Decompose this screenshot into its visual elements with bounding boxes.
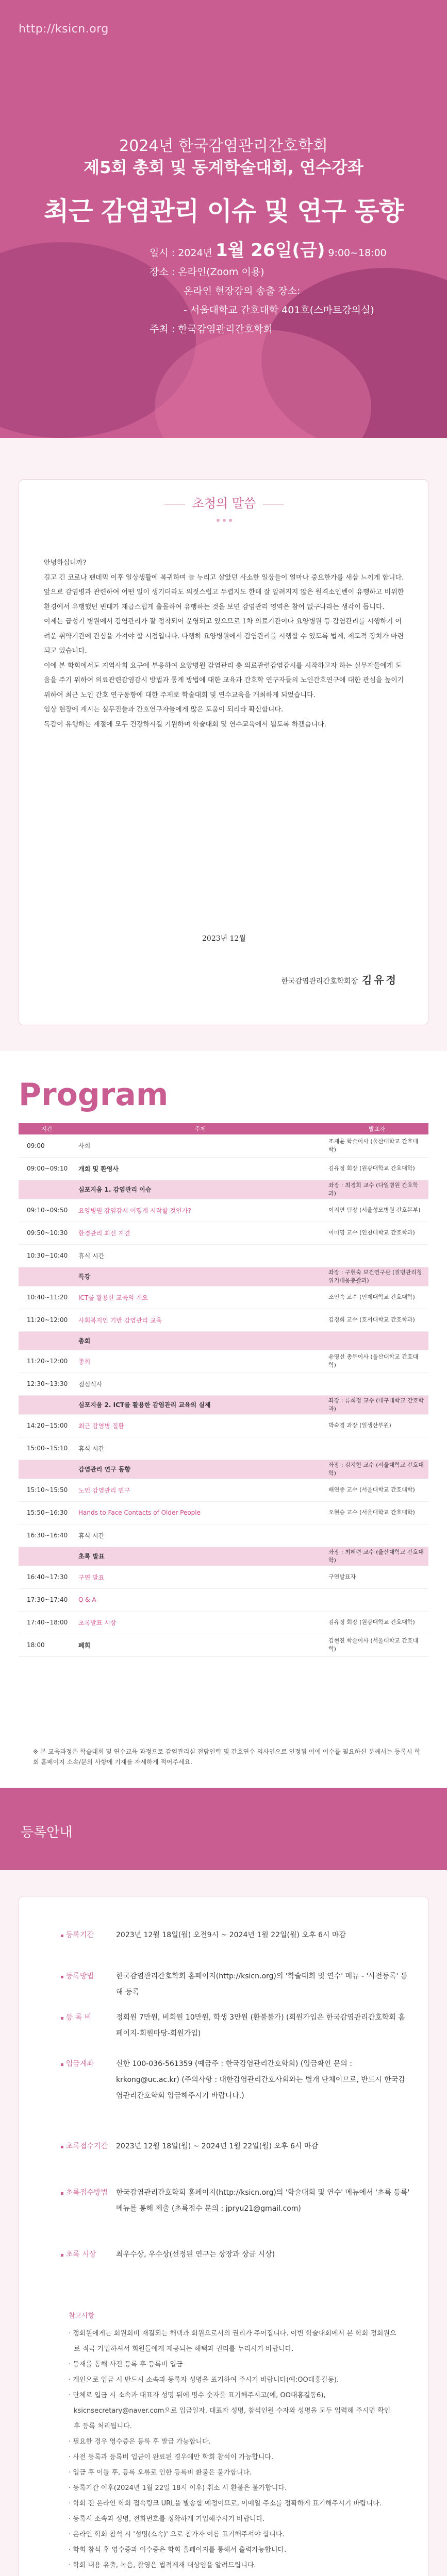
program-topic-cell: 사회복지인 기반 감염관리 교육 bbox=[75, 1309, 325, 1331]
event-place-room: - 서울대학교 간호대학 401호(스마트강의실) bbox=[184, 304, 374, 316]
program-time-cell: 11:20~12:00 bbox=[19, 1350, 75, 1372]
note-item: · 필요한 경우 영수증은 등록 후 발급 가능합니다. bbox=[69, 2434, 399, 2450]
program-topic-cell: 노인 감염관리 연구 bbox=[75, 1479, 325, 1501]
program-row bbox=[19, 1437, 428, 1460]
note-item: · 온라인 학회 참석 시 '성명(소속)' 으로 참가자 이름 표기해주셔야 합니다. bbox=[69, 2527, 399, 2543]
program-time-cell: 11:20~12:00 bbox=[19, 1309, 75, 1331]
program-time-cell: 16:30~16:40 bbox=[19, 1524, 75, 1547]
reg-value: 신한 100-036-561359 (예금주 : 한국감염관리간호학회) (입금확인 문의 : krkong@uc.ac.kr) (주의사항 : 대한감염관리간호사회와는 별개 단체이므로, 반드시 한국감염관리간호학회 입금해주시기 바랍니다.) bbox=[116, 2060, 405, 2100]
program-speaker-cell: 구연발표자 bbox=[325, 1566, 428, 1588]
program-topic-cell: 최근 감염병 질환 bbox=[75, 1414, 325, 1437]
program-row bbox=[19, 1199, 428, 1222]
program-topic-cell: 개회 및 환영사 bbox=[75, 1157, 325, 1180]
note-item: · 사전 등록과 등록비 입금이 완료된 경우에만 학회 참석이 가능합니다. bbox=[69, 2450, 399, 2465]
event-info bbox=[150, 241, 418, 339]
note-item: · 개인으로 입금 시 반드시 소속과 등록자 성명을 표기하여 주시기 바랍니다(예:OO대홍길동). bbox=[69, 2372, 399, 2388]
program-time-cell: 09:00~09:10 bbox=[19, 1157, 75, 1180]
greeting-paragraph: 독감이 유행하는 계절에 모두 건강하시길 기원하며 학술대회 및 연수교육에서 뵙도록 하겠습니다. bbox=[44, 720, 326, 728]
program-speaker-cell: 좌장 : 최혜련 교수 (울산대학교 간호대학) bbox=[325, 1547, 428, 1566]
program-time-cell: 16:40~17:30 bbox=[19, 1566, 75, 1588]
date-big: 1월 26일(금) bbox=[215, 240, 325, 261]
program-section-row bbox=[19, 1460, 428, 1479]
program-speaker-cell bbox=[325, 1372, 428, 1395]
program-time-cell: 18:00 bbox=[19, 1634, 75, 1656]
event-place-onsite: 온라인 현장강의 송출 장소: bbox=[184, 285, 301, 297]
note-item: · 정회원에게는 회원회비 재결되는 해택과 회원으로서의 권리가 주어집니다. 이번 학술대회에서 본 학회 정회원으로 적극 가입하셔서 회원들에게 제공되는 해택과 권리를 누리시기 바랍니다. bbox=[69, 2326, 399, 2357]
program-speaker-cell: 유영선 총무이사 (울산대학교 간호대학) bbox=[325, 1350, 428, 1372]
event-date bbox=[150, 241, 418, 263]
program-row bbox=[19, 1350, 428, 1372]
note-item: · 등록시 소속과 성명, 전화번호를 정확하게 기입해주시기 바랍니다. bbox=[69, 2512, 399, 2527]
program-header-row bbox=[19, 1123, 428, 1134]
program-speaker-cell: 김유정 회장 (원광대학교 간호대학) bbox=[325, 1157, 428, 1180]
program-time-cell: 17:30~17:40 bbox=[19, 1588, 75, 1611]
program-time-cell bbox=[19, 1395, 75, 1414]
notes-list bbox=[69, 2326, 399, 2576]
program-title: Program bbox=[19, 1077, 169, 1113]
greeting-paragraph: 이에 본 학회에서도 지역사회 요구에 부응하여 요양병원 감염관리 충 의료관련감염감시를 시작하고자 하는 실무자들에게 도움을 주기 위하여 의료관련감염감시 방법과 통계 방법에 대한 교육과 간호학 연구자들의 노인간호연구에 대한 관심을 높이기 위하여 최근 노인 간호 연구동향에 대한 주제로 학술대회 및 연수교육을 개최하게 되었습니다. bbox=[44, 662, 404, 699]
header-time: 시간 bbox=[19, 1123, 75, 1134]
note-item: · 학회 전 온라인 학회 접속링크 URL을 발송할 예정이므로, 이메일 주소를 정확하게 표기해주시기 바랍니다. bbox=[69, 2496, 399, 2512]
greeting-paragraph: 이제는 급성기 병원에서 감염관리가 잘 정착되어 운영되고 있으므로 1차 의료기관이나 요양병원 등 감염관리를 시행하기 어려운 취약기관에 관심을 가져야 할 시점입니다. 다행히 요양병원에서 감염관리를 시행할 수 있도록 법제, 제도적 장치가 마련되고 있습니다. bbox=[44, 618, 404, 655]
greeting-paragraph: 앞으로 감염병과 관련하여 어떤 일이 생기더라도 의젓스럽고 두렵지도 한데 잘 알려지지 않은 원격소인벤이 유행하고 비위한 환경에서 유행했던 빈대가 재급스럽게 출몰하여 유행하는 것을 보면 감염관리 영역은 참어 없구나라는 생각이 듭니다. bbox=[44, 588, 404, 611]
program-time-cell: 10:30~10:40 bbox=[19, 1244, 75, 1267]
program-topic-cell: 특강 bbox=[75, 1267, 325, 1286]
notes-title: 참고사항 bbox=[69, 2312, 95, 2320]
program-row bbox=[19, 1134, 428, 1157]
program-speaker-cell: 김유정 회장 (원광대학교 간호대학) bbox=[325, 1611, 428, 1634]
reg-period bbox=[60, 1927, 411, 1943]
program-row bbox=[19, 1524, 428, 1547]
program-row bbox=[19, 1372, 428, 1395]
registration-card bbox=[19, 1896, 428, 2576]
greeting-date: 2023년 12월 bbox=[202, 935, 246, 943]
program-speaker-cell: 조재윤 학술이사 (울산대학교 간호대학) bbox=[325, 1134, 428, 1157]
dot-icon bbox=[223, 519, 226, 522]
registration-title: 등록안내 bbox=[21, 1825, 73, 1840]
program-speaker-cell: 이지연 팀장 (서울성모병원 간호본부) bbox=[325, 1199, 428, 1222]
program-speaker-cell: 배연종 교수 (서울대학교 간호대학) bbox=[325, 1479, 428, 1501]
program-time-cell bbox=[19, 1547, 75, 1566]
program-time-cell: 09:10~09:50 bbox=[19, 1199, 75, 1222]
header-speaker: 발표자 bbox=[325, 1123, 428, 1134]
program-speaker-cell: 오현승 교수 (서울대학교 간호대학) bbox=[325, 1501, 428, 1524]
program-topic-cell: 총회 bbox=[75, 1331, 325, 1350]
program-speaker-cell: 좌장 : 구현숙 보건연구관 (질병관리청 위기대응총괄과) bbox=[325, 1267, 428, 1286]
program-time-cell bbox=[19, 1460, 75, 1479]
program-topic-cell: 심포지움 1. 감염관리 이슈 bbox=[75, 1180, 325, 1199]
note-item bbox=[69, 2573, 399, 2576]
note-item: · 입금 후 이틀 후, 등록 오류로 인한 등록비 환불은 불가합니다. bbox=[69, 2465, 399, 2481]
reg-label: ▪ 입금계좌 bbox=[60, 2056, 114, 2073]
greeting-title bbox=[19, 493, 429, 511]
program-speaker-cell: 김경희 교수 (호서대학교 간호학과) bbox=[325, 1309, 428, 1331]
signer-org: 한국감염관리간호학회장 bbox=[281, 977, 358, 986]
signer-name: 김유정 bbox=[362, 974, 398, 986]
program-topic-cell: Hands to Face Contacts of Older People bbox=[75, 1501, 325, 1524]
program-topic-cell: 폐회 bbox=[75, 1634, 325, 1656]
program-time-cell: 15:00~15:10 bbox=[19, 1437, 75, 1460]
event-subtitle: 제5회 총회 및 동계학술대회, 연수강좌 bbox=[84, 158, 363, 177]
program-section-row bbox=[19, 1180, 428, 1199]
reg-value: 한국감염관리간호학회 홈페이지(http://ksicn.org)의 '학술대회 및 연수' 메뉴에서 '초록 등록' 메뉴를 통해 제출 (초록접수 문의 : jpryu21@gmail.com) bbox=[116, 2189, 410, 2213]
reg-label: ▪ 초록접수방법 bbox=[60, 2185, 114, 2201]
program-time-cell bbox=[19, 1267, 75, 1286]
program-time-cell: 12:30~13:30 bbox=[19, 1372, 75, 1395]
program-row bbox=[19, 1286, 428, 1309]
reg-method bbox=[60, 1969, 411, 2001]
program-time-cell: 10:40~11:20 bbox=[19, 1286, 75, 1309]
program-row bbox=[19, 1222, 428, 1244]
reg-award bbox=[60, 2247, 411, 2263]
note-item: · 등재를 통해 사전 등록 후 등록비 입금 bbox=[69, 2357, 399, 2372]
reg-value: 정회원 7만원, 비회원 10만원, 학생 3만원 (환불불가) (회원가입은 한국감염관리간호학회 홈페이지-회원마당-회원가입) bbox=[116, 2013, 405, 2038]
program-speaker-cell bbox=[325, 1524, 428, 1547]
note-item: · 학회 참석 후 영수증과 이수증은 학회 홈페이지를 통해서 출력가능합니다. bbox=[69, 2543, 399, 2558]
greeting-paragraph: 안녕하십니까? bbox=[44, 559, 87, 567]
program-topic-cell: 총회 bbox=[75, 1350, 325, 1372]
reg-label: ▪ 초록 시상 bbox=[60, 2247, 114, 2263]
program-topic-cell: 심포지움 2. ICT를 활용한 감염관리 교육의 실제 bbox=[75, 1395, 325, 1414]
program-table bbox=[19, 1123, 428, 1657]
program-topic-cell: 감염관리 연구 동향 bbox=[75, 1460, 325, 1479]
program-topic-cell: 사회 bbox=[75, 1134, 325, 1157]
program-speaker-cell bbox=[325, 1331, 428, 1350]
reg-value: 2023년 12월 18일(월) ~ 2024년 1월 22일(월) 오후 6시 마감 bbox=[116, 2142, 318, 2150]
event-host: 주최 : 한국감염관리간호학회 bbox=[150, 324, 273, 335]
program-row bbox=[19, 1501, 428, 1524]
registration-section bbox=[0, 1788, 447, 2576]
program-time-cell: 09:50~10:30 bbox=[19, 1222, 75, 1244]
reg-label: ▪ 등 록 비 bbox=[60, 2010, 114, 2026]
program-rows bbox=[19, 1134, 428, 1656]
program-time-cell bbox=[19, 1180, 75, 1199]
program-speaker-cell bbox=[325, 1244, 428, 1267]
program-topic-cell: 요양병원 감염감시 어떻게 시작할 것인가? bbox=[75, 1199, 325, 1222]
program-time-cell: 15:50~16:30 bbox=[19, 1501, 75, 1524]
program-time-cell: 09:00 bbox=[19, 1134, 75, 1157]
dot-icon bbox=[229, 519, 232, 522]
reg-value: 2023년 12월 18일(월) 오전9시 ~ 2024년 1월 22일(월) 오후 6시 마감 bbox=[116, 1931, 346, 1939]
program-section-row bbox=[19, 1547, 428, 1566]
program-section-row bbox=[19, 1267, 428, 1286]
reg-abstract-period bbox=[60, 2139, 411, 2155]
program-speaker-cell: 좌장 : 류희정 교수 (대구대학교 간호학과) bbox=[325, 1395, 428, 1414]
program-row bbox=[19, 1309, 428, 1331]
program-speaker-cell bbox=[325, 1437, 428, 1460]
program-topic-cell: 점심식사 bbox=[75, 1372, 325, 1395]
program-time-cell bbox=[19, 1331, 75, 1350]
program-note: ※ 본 교육과정은 학술대회 및 연수교육 과정으로 감염관리실 전담인력 및 간호연수 의사인으로 인정됨 이에 이수를 필요하신 분께서는 등록시 학회 홈페이지 소속/문의 사항에 기재를 자세하게 적어주세요. bbox=[33, 1748, 421, 1766]
program-speaker-cell: 김현진 학술이사 (서울대학교 간호대학) bbox=[325, 1634, 428, 1656]
reg-account bbox=[60, 2056, 411, 2104]
date-label: 일시 : 2024년 bbox=[150, 247, 212, 259]
reg-label: ▪ 등록방법 bbox=[60, 1969, 114, 1985]
program-speaker-cell: 좌장 : 김지현 교수 (서울대학교 간호대학) bbox=[325, 1460, 428, 1479]
program-topic-cell: 초록 발표 bbox=[75, 1547, 325, 1566]
registration-header bbox=[0, 1788, 447, 1870]
hero-banner bbox=[0, 0, 447, 438]
header-topic: 주제 bbox=[75, 1123, 325, 1134]
greeting-body bbox=[44, 556, 405, 732]
program-topic-cell: 환경관리 최신 지견 bbox=[75, 1222, 325, 1244]
greeting-signature bbox=[281, 972, 398, 987]
greeting-paragraph: 길고 긴 코로나 팬데믹 이후 일상생활에 복귀하며 늘 누리고 살았던 사소한 일상들이 얼마나 중요한가를 새삼 느끼게 합니다. bbox=[44, 573, 404, 582]
dot-icon bbox=[217, 519, 220, 522]
program-row bbox=[19, 1244, 428, 1267]
reg-label: ▪ 초록접수기간 bbox=[60, 2139, 114, 2155]
greeting-title-text: 초청의 말씀 bbox=[192, 496, 256, 511]
date-time: 9:00~18:00 bbox=[328, 247, 387, 259]
program-topic-cell: 휴식 시간 bbox=[75, 1524, 325, 1547]
site-url-link[interactable]: http://ksicn.org bbox=[19, 23, 109, 36]
program-row bbox=[19, 1634, 428, 1656]
program-row bbox=[19, 1479, 428, 1501]
program-speaker-cell: 좌장 : 최경희 교수 (다일병원 간호학과) bbox=[325, 1180, 428, 1199]
program-topic-cell: 초록발표 시상 bbox=[75, 1611, 325, 1634]
program-row bbox=[19, 1611, 428, 1634]
program-speaker-cell: 이미영 교수 (인천대학교 간호학과) bbox=[325, 1222, 428, 1244]
reg-abstract-method bbox=[60, 2185, 411, 2217]
program-row bbox=[19, 1588, 428, 1611]
program-row bbox=[19, 1566, 428, 1588]
note-item: · 등록기간 이후(2024년 1월 22일 18시 이후) 취소 시 환불은 불가합니다. bbox=[69, 2481, 399, 2496]
program-topic-cell: 구연 발표 bbox=[75, 1566, 325, 1588]
program-topic-cell: 휴식 시간 bbox=[75, 1244, 325, 1267]
program-time-cell: 14:20~15:00 bbox=[19, 1414, 75, 1437]
reg-fee bbox=[60, 2010, 411, 2042]
program-topic-cell: 휴식 시간 bbox=[75, 1437, 325, 1460]
program-topic-cell: ICT를 활용한 교육의 개요 bbox=[75, 1286, 325, 1309]
reg-value: 최우수상, 우수상(선정된 연구는 상장과 상금 시상) bbox=[116, 2250, 275, 2259]
program-speaker-cell: 박숙경 과장 (일생산부원) bbox=[325, 1414, 428, 1437]
event-society-name: 2024년 한국감염관리간호학회 bbox=[119, 137, 328, 155]
program-section-row bbox=[19, 1331, 428, 1350]
note-item: · 학회 내용 유출, 녹음, 촬영은 법적제재 대상임을 알려드립니다. bbox=[69, 2558, 399, 2573]
event-place: 장소 : 온라인(Zoom 이용) bbox=[150, 266, 264, 278]
greeting-card bbox=[19, 479, 428, 1025]
notes-block bbox=[69, 2309, 399, 2576]
event-title: 최근 감염관리 이슈 및 연구 동향 bbox=[44, 196, 403, 226]
program-time-cell: 17:40~18:00 bbox=[19, 1611, 75, 1634]
greeting-paragraph: 임상 현장에 계시는 실무진들과 간호연구자들에게 많은 도움이 되리라 확신합니다. bbox=[44, 706, 284, 714]
program-row bbox=[19, 1157, 428, 1180]
reg-label: ▪ 등록기간 bbox=[60, 1927, 114, 1944]
program-row bbox=[19, 1414, 428, 1437]
program-section-row bbox=[19, 1395, 428, 1414]
reg-value: 한국감염관리간호학회 홈페이지(http://ksicn.org)의 '학술대회 및 연수' 메뉴 - '사전등록' 통해 등록 bbox=[116, 1972, 408, 1996]
program-topic-cell: Q & A bbox=[75, 1588, 325, 1611]
program-time-cell: 15:10~15:50 bbox=[19, 1479, 75, 1501]
note-item: · 단체로 입금 시 소속과 대표자 성명 뒤에 명수 숫자를 표기해주시고(예, OO대홍길동6), ksicnsecretary@naver.com으로 입금일자, 대표자 성명, 참석인원 수자와 성명을 모두 입력해 주시면 확인 후 등록 처리됩니다. bbox=[69, 2388, 399, 2434]
program-speaker-cell bbox=[325, 1588, 428, 1611]
greeting-section bbox=[0, 438, 447, 1051]
program-speaker-cell: 조인숙 교수 (인제대학교 간호대학) bbox=[325, 1286, 428, 1309]
